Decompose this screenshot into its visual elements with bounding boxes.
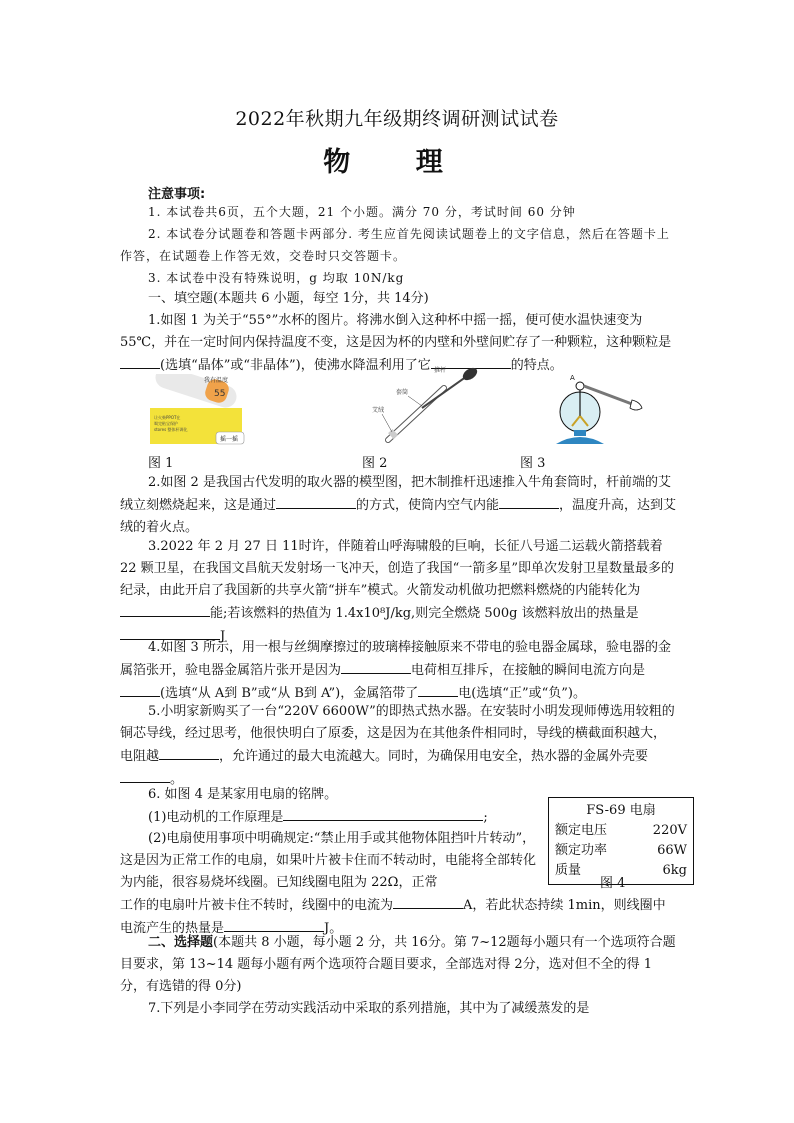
svg-text:让火柴PPOT在: 让火柴PPOT在 [154,415,181,420]
answer-blank[interactable] [276,494,356,509]
q3-text-c: J [220,629,226,644]
answer-blank[interactable] [418,682,458,697]
section1-heading: 一、填空题(本题共 6 小题，每空 1分，共 14分) [148,291,429,306]
question-6-intro: 6. 如图 4 是某家用电扇的铭牌。 [148,787,338,802]
figure-2-caption: 图 2 [362,456,388,471]
answer-blank[interactable] [120,768,170,783]
q6-text-f: J。 [324,921,343,936]
question-4 [120,637,678,705]
tube-label: 套筒 [396,389,409,396]
svg-text:喝完粘宝保护: 喝完粘宝保护 [154,421,178,426]
nameplate-label: 额定功率 [555,843,608,858]
section2-heading [120,932,678,998]
q2-text-a: 2.如图 2 是我国古代发明的取火器的模型图，把木制推杆迅速推入牛角套筒时，杆前端的艾绒立刻燃烧起来，这是通过 [120,475,671,513]
subject-title: 物 理 [323,147,471,178]
fiber-label: 艾绒 [372,407,385,414]
q6-part1-end: ; [483,810,488,825]
nameplate-value: 66W [657,843,687,858]
exam-title: 2022年秋期九年级期终调研测试试卷 [235,108,559,130]
figure-3-caption: 图 3 [520,456,546,471]
nameplate-value: 6kg [662,863,687,878]
answer-blank[interactable] [499,494,559,509]
q5-text-a: 5.小明家新购买了一台“220V 6600W”的即热式热水器。在安装时小明发现师傅选用较粗的铜芯导线，经过思考，他很快明白了原委，这是因为在其他条件相同时，导线的横截面积越大，电阻越 [120,704,675,764]
nameplate-value: 220V [652,823,687,838]
q2-text-c: ，温度升高，达到艾绒的着火点。 [120,498,677,535]
cup-tag: 我有温度 [204,377,229,384]
question-5 [120,701,678,791]
cup-label: 55 [214,389,226,399]
question-2 [120,472,678,539]
nameplate-model: FS-69 电扇 [586,803,656,818]
question-7: 7.下列是小李同学在劳动实践活动中采取的系列措施，其中为了减缓蒸发的是 [148,1001,590,1016]
question-6-part-1 [148,806,540,829]
q1-text-a: 1.如图 1 为关于“55°”水杯的图片。将沸水倒入这种杯中摇一摇，便可使水温快速变为 55℃，并在一定时间内保持温度不变，这是因为杯的内壁和外壁间贮存了一种颗粒，这种颗粒是 [120,313,672,350]
answer-blank[interactable] [224,917,324,932]
q4-text-d: 电(选填“正”或“负”)。 [458,686,586,701]
question-3 [120,536,678,648]
svg-text:stores 整体杯调化: stores 整体杯调化 [154,427,188,432]
answer-blank[interactable] [341,659,411,674]
answer-blank[interactable] [159,745,219,760]
note-item-1: 1. 本试卷共6页，五个大题，21 个小题。满分 70 分，考试时间 60 分钟 [148,205,576,219]
q5-text-b: ，允许通过的最大电流越大。同时，为确保用电安全，热水器的金属外壳要 [219,749,649,764]
note-item-3: 3. 本试卷中没有特殊说明，g 均取 10N/kg [148,271,405,285]
q2-text-b: 的方式，使筒内空气内能 [356,498,500,513]
q1-text-c: 的特点。 [510,358,563,373]
q1-text-b: (选填“晶体”或“非晶体”)，使沸水降温利用了它 [160,358,431,373]
section2-heading-bold: 二、选择题 [148,935,214,950]
figure-4-caption: 图 4 [600,876,626,891]
answer-blank[interactable] [120,354,160,369]
rod-label: 推杆 [434,367,447,374]
section2-heading-rest: (本题共 8 小题，每小题 2 分，共 16分。第 7~12题每小题只有一个选项符合题目要求，第 13~14 题每小题有两个选项符合题目要求，全部选对得 2分，选对但不全的得 1分，有选错的得 0分) [120,935,676,994]
answer-blank[interactable] [120,682,160,697]
nameplate-row [555,861,687,881]
nameplate-label: 额定电压 [555,823,608,838]
notes-heading: 注意事项: [148,187,206,202]
figure-1-caption: 图 1 [148,456,174,471]
answer-blank[interactable] [393,894,463,909]
q4-text-a: 4.如图 3 所示，用一根与丝绸摩擦过的玻璃棒接触原来不带电的验电器金属球，验电器的金属箔张开，验电器金属箔片张开是因为 [120,640,671,678]
q3-text-b: 能;若该燃料的热值为 1.4x10⁸J/kg,则完全燃烧 500g 该燃料放出的热量是 [210,606,639,621]
nameplate-label: 质量 [555,863,582,878]
q4-text-b: 电荷相互排斥，在接触的瞬间电流方向是 [411,663,646,678]
figure-3-electroscope-diagram [540,370,650,450]
q4-text-c: (选填“从 A到 B”或“从 B到 A”)，金属箔带了 [160,686,419,701]
q3-text-a: 3.2022 年 2 月 27 日 11时许，伴随着山呼海啸般的巨响，长征八号遥二运载火箭搭载着 22 颗卫星，在我国文昌航天发射场一飞冲天，创造了我国“一箭多星”即单次发射卫星数量最多的纪录，由此开启了我国新的共享火箭“拼车”模式。火箭发动机做功把燃料燃烧的内能转化为 [120,539,674,598]
ball-label: A [570,374,575,382]
fan-nameplate [548,797,694,885]
q5-text-c: 。 [170,772,184,787]
q6-text-d: 工作的电扇叶片被卡住不转时，线圈中的电流为 [120,898,394,913]
figure-1-cup-image [146,374,266,448]
figure-2-fire-piston-diagram [352,366,482,448]
q6-part1-text: (1)电动机的工作原理是 [148,810,284,825]
question-6-part-2: (2)电扇使用事项中明确规定:“禁止用手或其他物体阻挡叶片转动”，这是因为正常工作的电扇，如果叶片被卡住而不转动时，电能将全部转化为内能，很容易烧坏线圈。已知线圈电阻为 22Ω，正常 [120,831,537,890]
q6-text-e: A，若此状态持续 1min，则线圈中电流产生的热量是 [120,898,666,936]
nameplate-row [555,841,687,861]
note-item-2: 2. 本试卷分试题卷和答题卡两部分. 考生应首先阅读试题卷上的文字信息，然后在答题卡上作答，在试题卷上作答无效，交卷时只交答题卡。 [120,227,670,263]
answer-blank[interactable] [283,806,483,821]
answer-blank[interactable] [120,602,210,617]
nameplate-row [555,821,687,841]
cup-sticker: 摇一摇 [220,436,239,443]
